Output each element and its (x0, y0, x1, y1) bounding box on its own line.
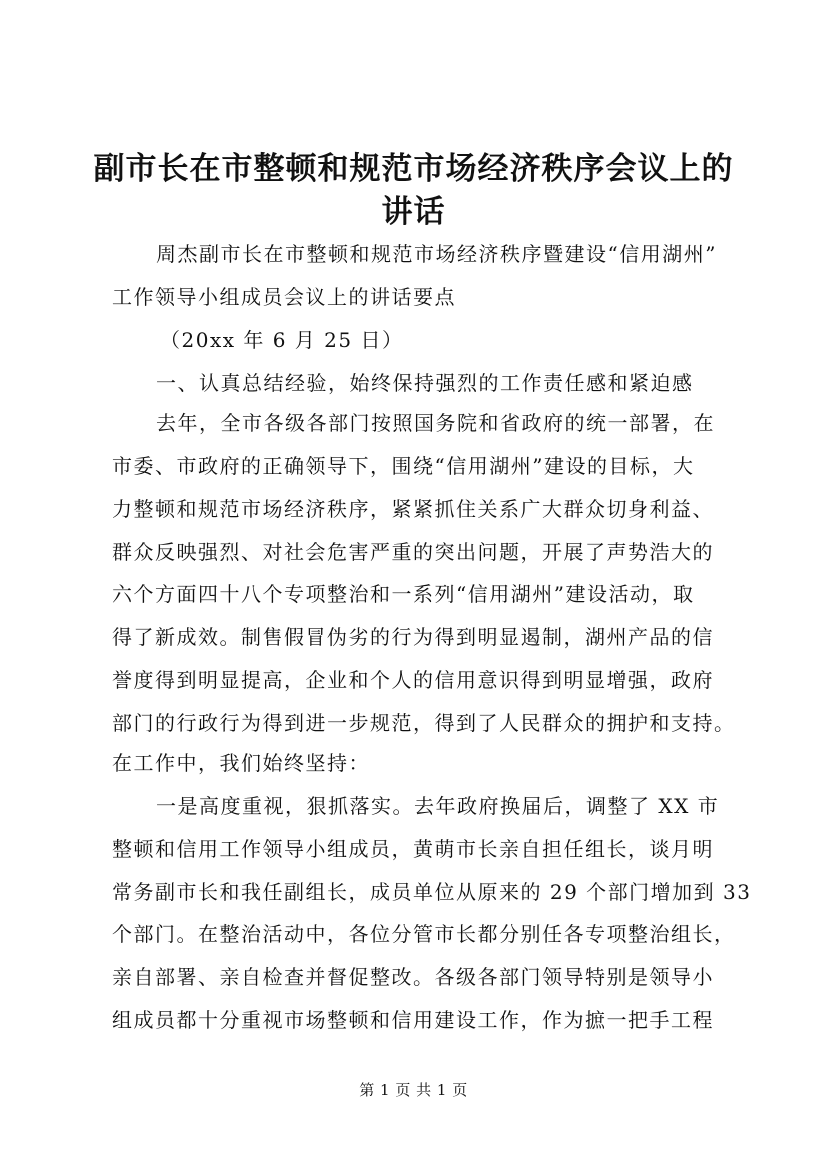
paragraph-line: 市委、市政府的正确领导下，围绕“信用湖州”建设的目标，大 (112, 454, 695, 478)
speech-date: （20xx 年 6 月 25 日） (160, 328, 404, 352)
paragraph-line: 群众反映强烈、对社会危害严重的突出问题，开展了声势浩大的 (112, 540, 714, 564)
paragraph-line: 部门的行政行为得到进一步规范，得到了人民群众的拥护和支持。 (112, 711, 736, 735)
paragraph-line: 力整顿和规范市场经济秩序，紧紧抓住关系广大群众切身利益、 (112, 497, 714, 521)
paragraph-line: 誉度得到明显提高，企业和个人的信用意识得到明显增强，政府 (112, 668, 714, 692)
paragraph-line: 六个方面四十八个专项整治和一系列“信用湖州”建设活动，取 (112, 582, 695, 606)
paragraph-line: 个部门。在整治活动中，各位分管市长都分别任各专项整治组长， (112, 922, 736, 946)
paragraph-line: 整顿和信用工作领导小组成员，黄萌市长亲自担任组长，谈月明 (112, 837, 714, 861)
page-number-footer: 第 1 页 共 1 页 (359, 1081, 468, 1099)
section-heading-1: 一、认真总结经验，始终保持强烈的工作责任感和紧迫感 (156, 371, 694, 395)
document-title-line-1: 副市长在市整顿和规范市场经济秩序会议上的 (93, 151, 734, 187)
document-title-line-2: 讲话 (381, 194, 446, 230)
paragraph-line: 去年，全市各级各部门按照国务院和省政府的统一部署，在 (156, 411, 715, 435)
paragraph-line: 常务副市长和我任副组长，成员单位从原来的 29 个部门增加到 33 (112, 880, 752, 904)
paragraph-line: 亲自部署、亲自检查并督促整改。各级各部门领导特别是领导小 (112, 965, 714, 989)
paragraph-line: 得了新成效。制售假冒伪劣的行为得到明显遏制，湖州产品的信 (112, 625, 714, 649)
paragraph-line: 组成员都十分重视市场整顿和信用建设工作，作为摭一把手工程 (112, 1008, 714, 1032)
paragraph-line: 在工作中，我们始终坚持： (112, 751, 370, 775)
subtitle-line-1: 周杰副市长在市整顿和规范市场经济秩序暨建设“信用湖州” (156, 242, 717, 266)
subtitle-line-2: 工作领导小组成员会议上的讲话要点 (112, 285, 456, 309)
paragraph-line: 一是高度重视，狠抓落实。去年政府换届后，调整了 XX 市 (156, 794, 720, 818)
